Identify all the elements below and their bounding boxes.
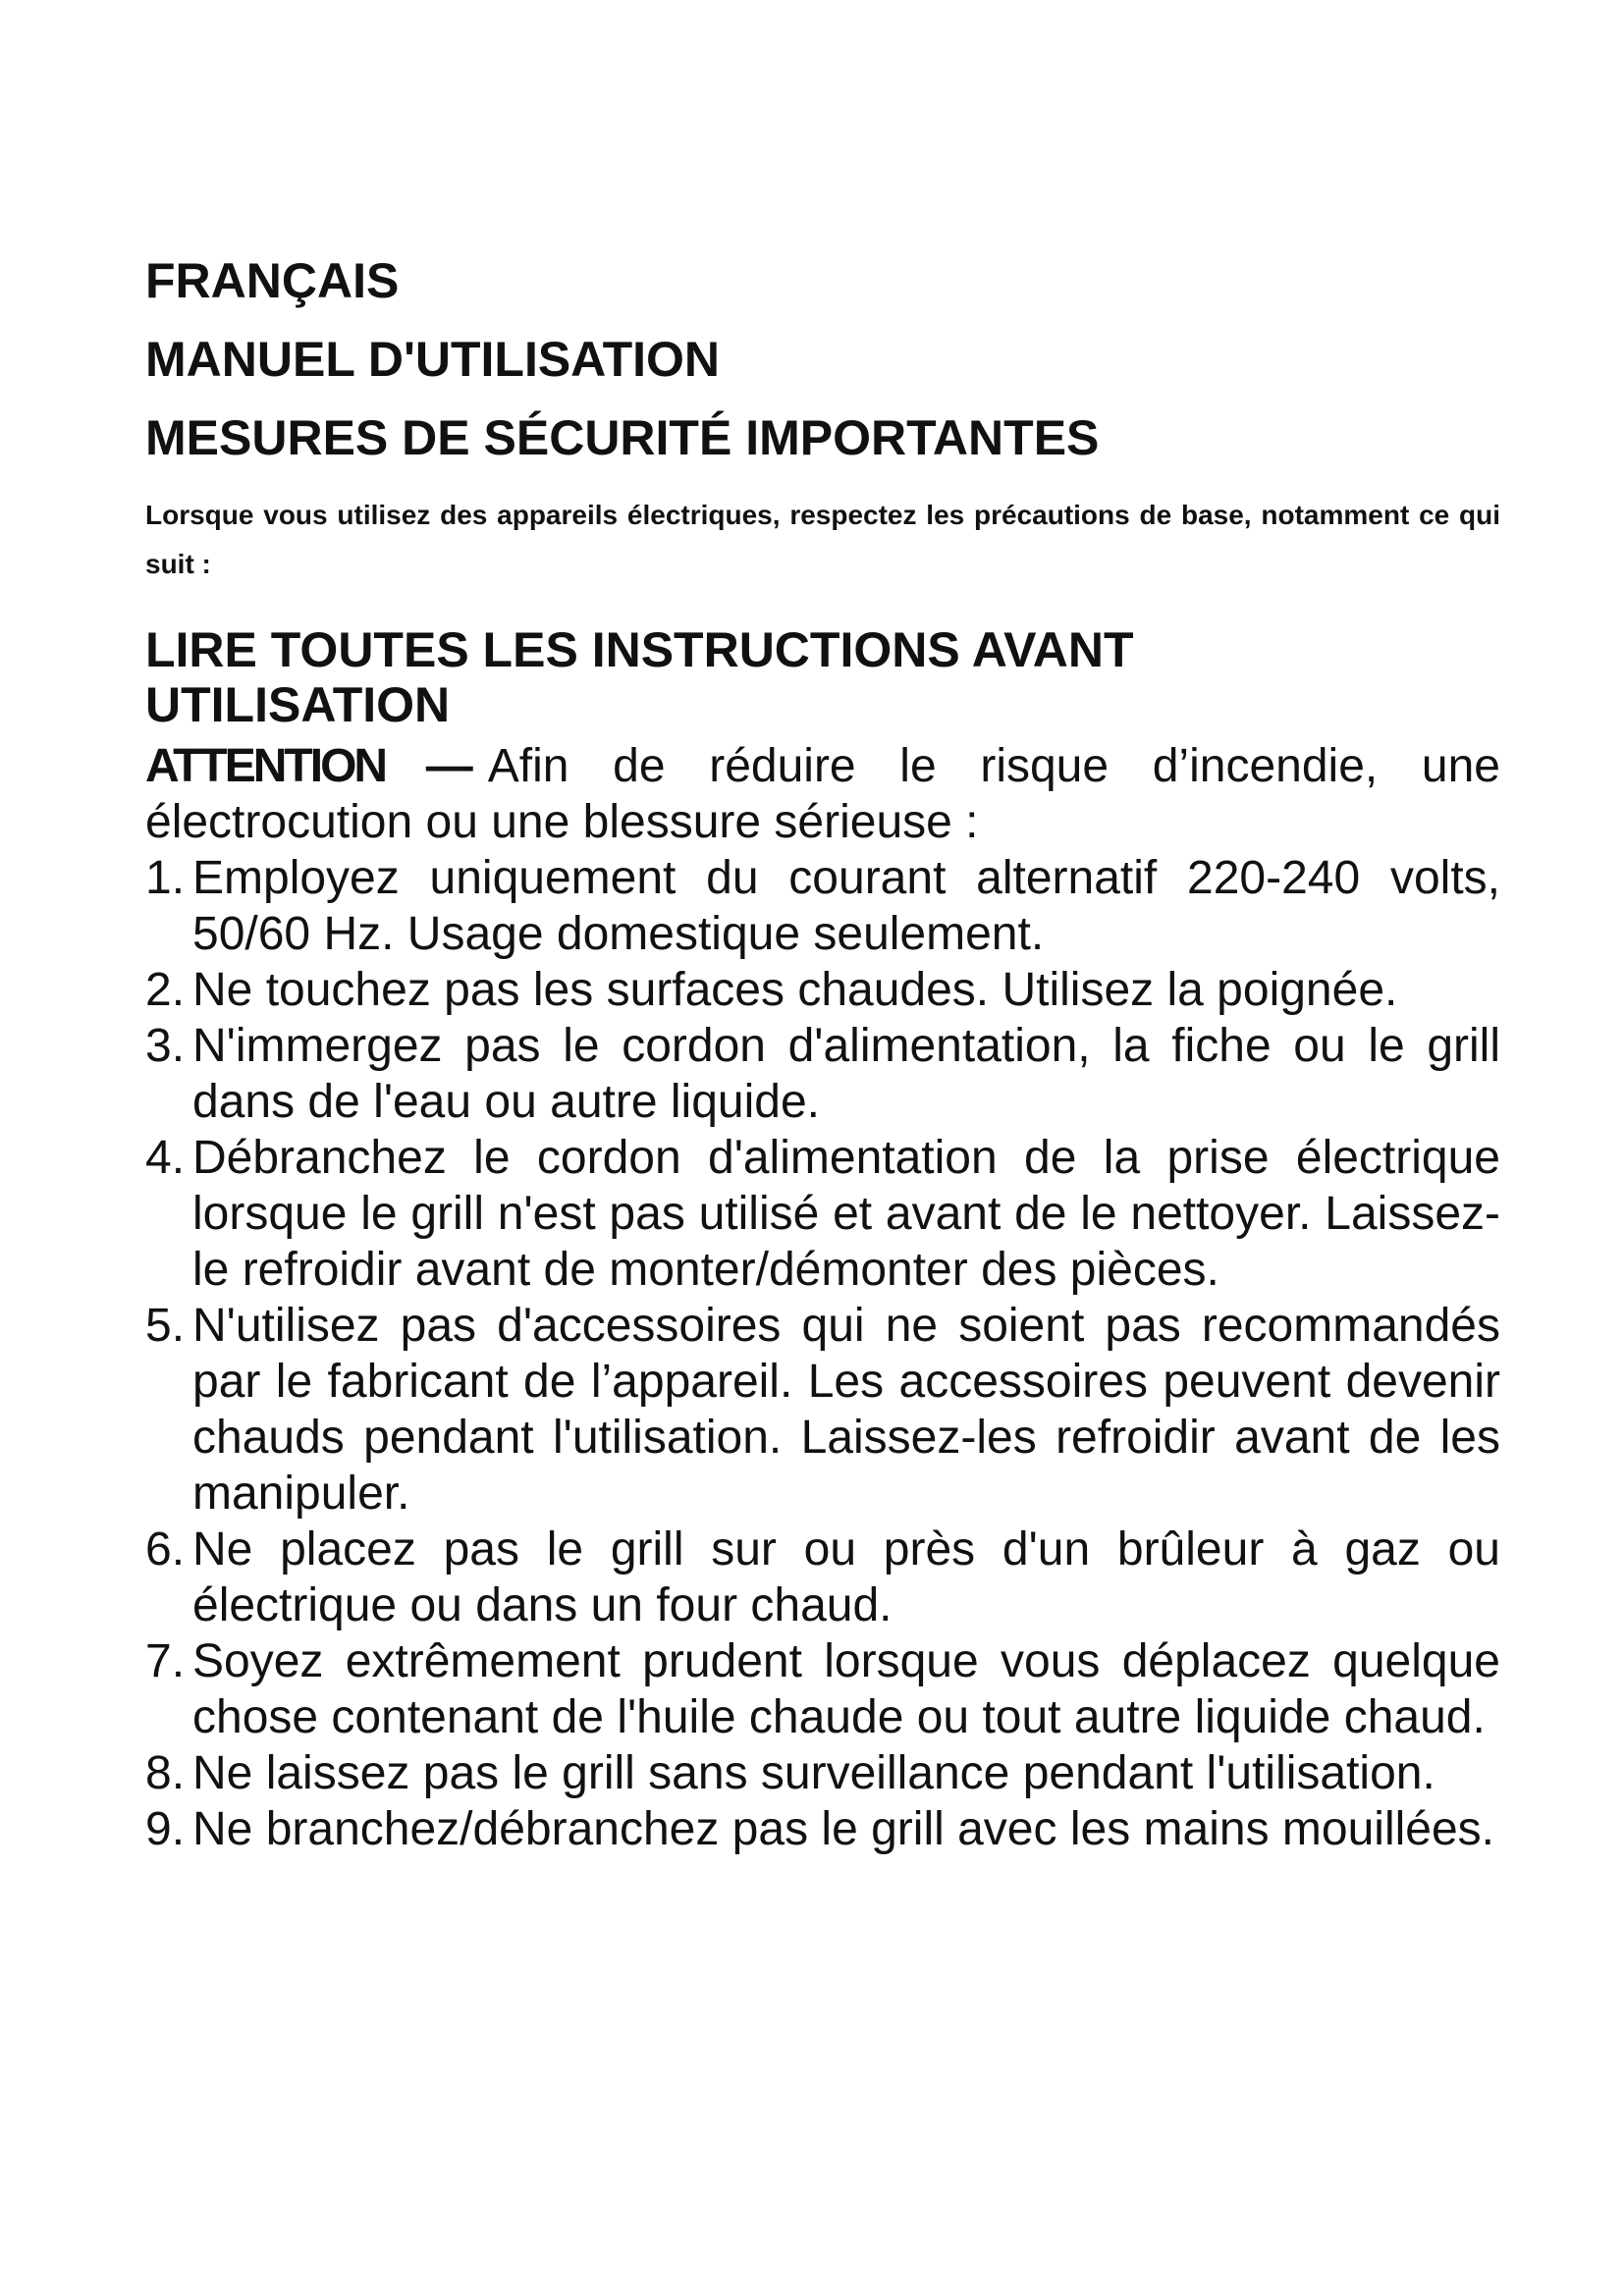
instruction-item [145,962,1500,1018]
instruction-list [145,850,1500,1857]
instruction-number: 4. [145,1132,186,1184]
manual-title: MANUEL D'UTILISATION [145,332,721,387]
instruction-item [145,1018,1500,1130]
instruction-text: Soyez extrêmement prudent lorsque vous déplacez quelque chose contenant de l'huile chaude ou tout autre liquide chaud. [192,1635,1500,1743]
instruction-text: Ne touchez pas les surfaces chaudes. Utilisez la poignée. [192,964,1398,1016]
instruction-item [145,1298,1500,1522]
instruction-item [145,1522,1500,1633]
instruction-text: Ne laissez pas le grill sans surveillance pendant l'utilisation. [192,1747,1435,1799]
instruction-item [145,1745,1500,1801]
instruction-number: 5. [145,1300,186,1352]
instruction-number: 2. [145,964,186,1016]
instruction-item [145,1801,1500,1857]
instruction-text: N'utilisez pas d'accessoires qui ne soient pas recommandés par le fabricant de l’appareil. Les accessoires peuvent devenir chauds pendant l'utilisation. Laissez-les refroidir avant de les manipuler. [192,1300,1500,1520]
language-heading: FRANÇAIS [145,253,400,308]
instructions-body [145,738,1500,1857]
manual-page [145,253,1500,1857]
instruction-item [145,1130,1500,1298]
attention-paragraph [145,738,1500,850]
instruction-number: 3. [145,1020,186,1072]
instruction-text: Ne branchez/débranchez pas le grill avec les mains mouillées. [192,1803,1494,1855]
instruction-item [145,850,1500,962]
instruction-number: 8. [145,1747,186,1799]
instruction-text: Ne placez pas le grill sur ou près d'un brûleur à gaz ou électrique ou dans un four chaud. [192,1523,1500,1631]
attention-label: ATTENTION — [145,740,470,792]
instruction-number: 9. [145,1803,186,1855]
intro-text: Lorsque vous utilisez des appareils électriques, respectez les précautions de base, notamment ce qui suit : [145,500,1500,579]
instruction-item [145,1633,1500,1745]
instruction-text: Débranchez le cordon d'alimentation de la prise électrique lorsque le grill n'est pas utilisé et avant de le nettoyer. Laissez-le refroidir avant de monter/démonter des pièces. [192,1132,1500,1296]
instruction-text: Employez uniquement du courant alternatif 220-240 volts, 50/60 Hz. Usage domestique seulement. [192,852,1500,960]
attention-text: Afin de réduire le risque d’incendie, une électrocution ou une blessure sérieuse : [145,740,1500,848]
instruction-number: 6. [145,1523,186,1575]
read-instructions-heading: LIRE TOUTES LES INSTRUCTIONS AVANT UTILISATION [145,622,1134,732]
instruction-number: 7. [145,1635,186,1687]
safety-heading: MESURES DE SÉCURITÉ IMPORTANTES [145,410,1100,465]
instruction-number: 1. [145,852,186,904]
instruction-text: N'immergez pas le cordon d'alimentation, la fiche ou le grill dans de l'eau ou autre liquide. [192,1020,1500,1128]
